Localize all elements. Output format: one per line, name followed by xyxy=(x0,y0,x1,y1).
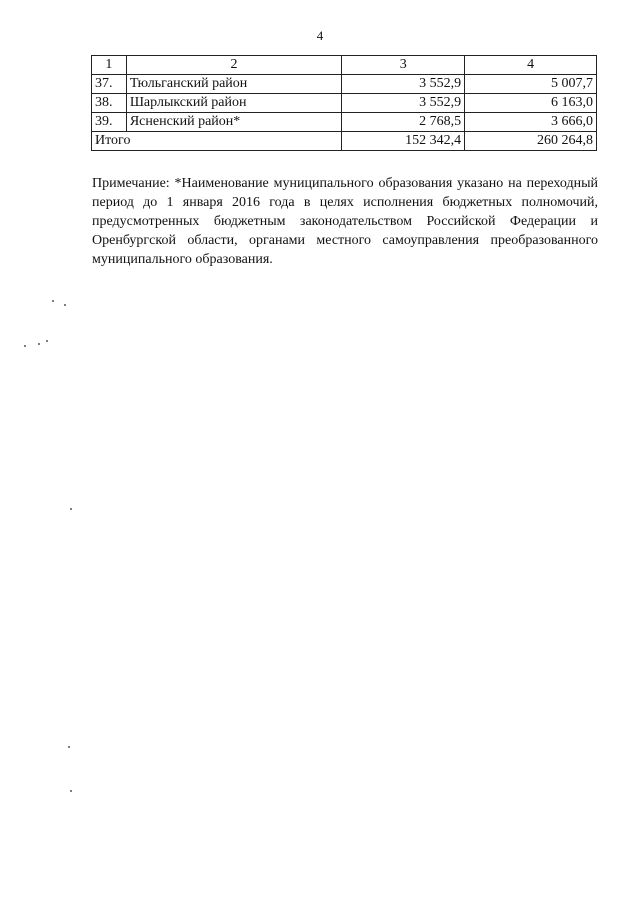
budget-table xyxy=(91,55,597,151)
header-cell-3: 3 xyxy=(342,56,465,75)
table-row xyxy=(92,75,597,94)
value-col3: 2 768,5 xyxy=(342,113,465,132)
row-number: 39. xyxy=(92,113,127,132)
value-col4: 5 007,7 xyxy=(465,75,597,94)
value-col3: 3 552,9 xyxy=(342,94,465,113)
scan-speck xyxy=(68,746,70,748)
table-header-row xyxy=(92,56,597,75)
scan-speck xyxy=(70,790,72,792)
scan-speck xyxy=(24,345,26,347)
value-col3: 3 552,9 xyxy=(342,75,465,94)
total-col4: 260 264,8 xyxy=(465,132,597,151)
footnote-text: Примечание: *Наименование муниципального образования указано на переходный период до 1 января 2016 года в целях исполнения бюджетных полномочий, предусмотренных бюджетным законодательством Российской Федерации и Оренбургской области, органами местного самоуправления преобразованного муниципального образования. xyxy=(92,176,598,267)
scan-speck xyxy=(46,340,48,342)
table-total-row xyxy=(92,132,597,151)
row-number: 38. xyxy=(92,94,127,113)
value-col4: 6 163,0 xyxy=(465,94,597,113)
district-name: Шарлыкский район xyxy=(126,94,341,113)
header-cell-2: 2 xyxy=(126,56,341,75)
value-col4: 3 666,0 xyxy=(465,113,597,132)
table-row xyxy=(92,113,597,132)
total-col3: 152 342,4 xyxy=(342,132,465,151)
total-label: Итого xyxy=(92,132,342,151)
header-cell-1: 1 xyxy=(92,56,127,75)
page-number: 4 xyxy=(316,28,324,43)
district-name: Ясненский район* xyxy=(126,113,341,132)
table-row xyxy=(92,94,597,113)
scan-speck xyxy=(70,508,72,510)
scan-speck xyxy=(38,343,40,345)
header-cell-4: 4 xyxy=(465,56,597,75)
scan-speck xyxy=(52,300,54,302)
scan-speck xyxy=(64,304,66,306)
row-number: 37. xyxy=(92,75,127,94)
district-name: Тюльганский район xyxy=(126,75,341,94)
